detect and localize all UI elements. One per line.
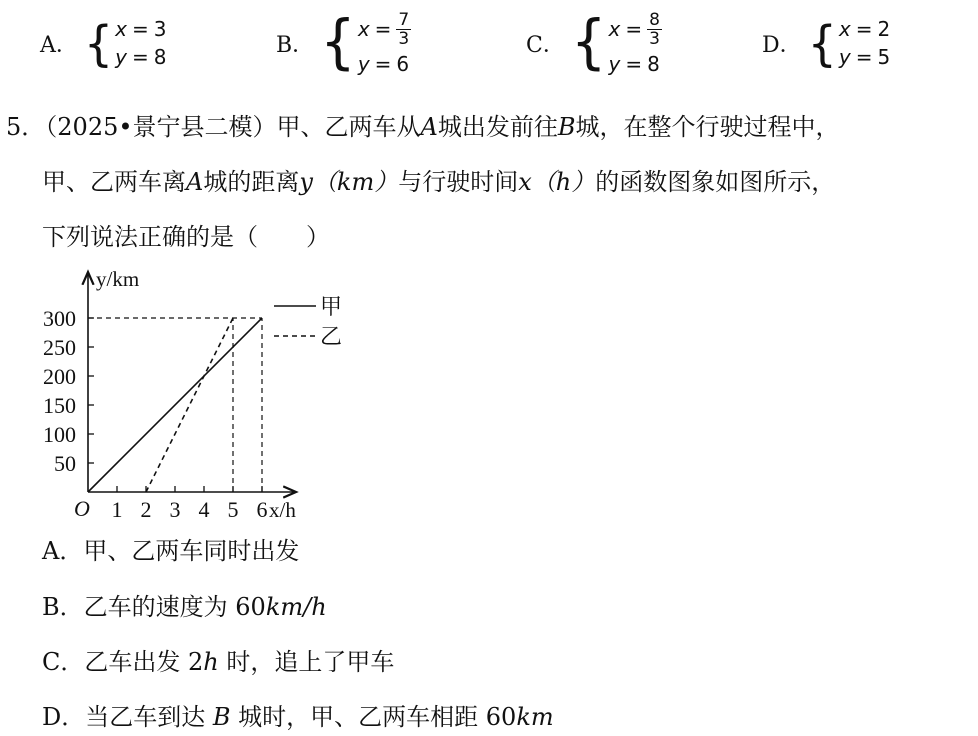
series-line-jia (88, 318, 262, 492)
answer-d[interactable]: D．当乙车到达 B 城时，甲、乙两车相距 60km (42, 703, 554, 731)
legend-label: 乙 (320, 324, 343, 349)
function-graph (30, 262, 350, 530)
fraction: $\frac{7}{3}$ (398, 9, 410, 49)
option-d-prev[interactable] (762, 6, 890, 80)
brace-icon: { (320, 8, 356, 77)
answer-c[interactable]: C．乙车出发 2h 时，追上了甲车 (42, 648, 395, 676)
question-source: （2025•景宁县二模） (45, 113, 277, 141)
answer-b[interactable]: B．乙车的速度为 60km/h (42, 593, 327, 621)
equation-system: x = 3 y = 8 (115, 17, 167, 69)
answer-a[interactable]: A．甲、乙两车同时出发 (42, 537, 300, 565)
option-c-prev[interactable] (526, 6, 662, 80)
x-tick-label: 4 (198, 497, 210, 522)
city-a: A (420, 113, 438, 141)
question-line-3: 下列说法正确的是（ ） (42, 223, 330, 251)
legend-label: 甲 (320, 294, 343, 319)
series-line-yi (146, 318, 233, 492)
x-tick-label: 5 (227, 497, 239, 522)
city-b: B (557, 113, 576, 141)
y-tick-label: 50 (54, 451, 76, 476)
option-label: C． (526, 32, 565, 58)
y-tick-label: 300 (43, 306, 76, 331)
y-tick-label: 200 (43, 364, 76, 389)
equation-system: x = $\frac{8}{3}$ y = 8 (608, 9, 660, 76)
equation-system: x = $\frac{7}{3}$ y = 6 (357, 9, 410, 76)
x-tick-label: 6 (256, 497, 268, 522)
y-axis-label: y/km (96, 267, 140, 291)
question-line-2: 甲、乙两车离A城的距离y（km）与行驶时间x（h）的函数图象如图所示， (42, 168, 836, 196)
question-number: 5． (6, 113, 46, 141)
option-b-prev[interactable] (276, 6, 411, 80)
option-label: B． (276, 32, 315, 58)
brace-icon: { (807, 14, 837, 72)
y-tick-label: 150 (43, 393, 76, 418)
question-line-1: 5．（2025•景宁县二模）甲、乙两车从A城出发前往B城，在整个行驶过程中， (6, 113, 840, 141)
y-tick-label: 250 (43, 335, 76, 360)
option-label: D． (762, 32, 802, 58)
x-tick-label: 1 (111, 497, 123, 522)
y-tick-label: 100 (43, 422, 76, 447)
x-axis-label: x/h (269, 498, 296, 522)
origin-label: O (74, 496, 90, 521)
x-tick-label: 2 (140, 497, 152, 522)
x-tick-label: 3 (169, 497, 181, 522)
fraction: $\frac{8}{3}$ (649, 9, 660, 49)
equation-system: x = 2 y = 5 (838, 17, 891, 69)
option-label: A． (40, 32, 78, 58)
brace-icon: { (570, 8, 607, 77)
brace-icon: { (83, 14, 114, 72)
option-a-prev[interactable] (40, 6, 167, 80)
